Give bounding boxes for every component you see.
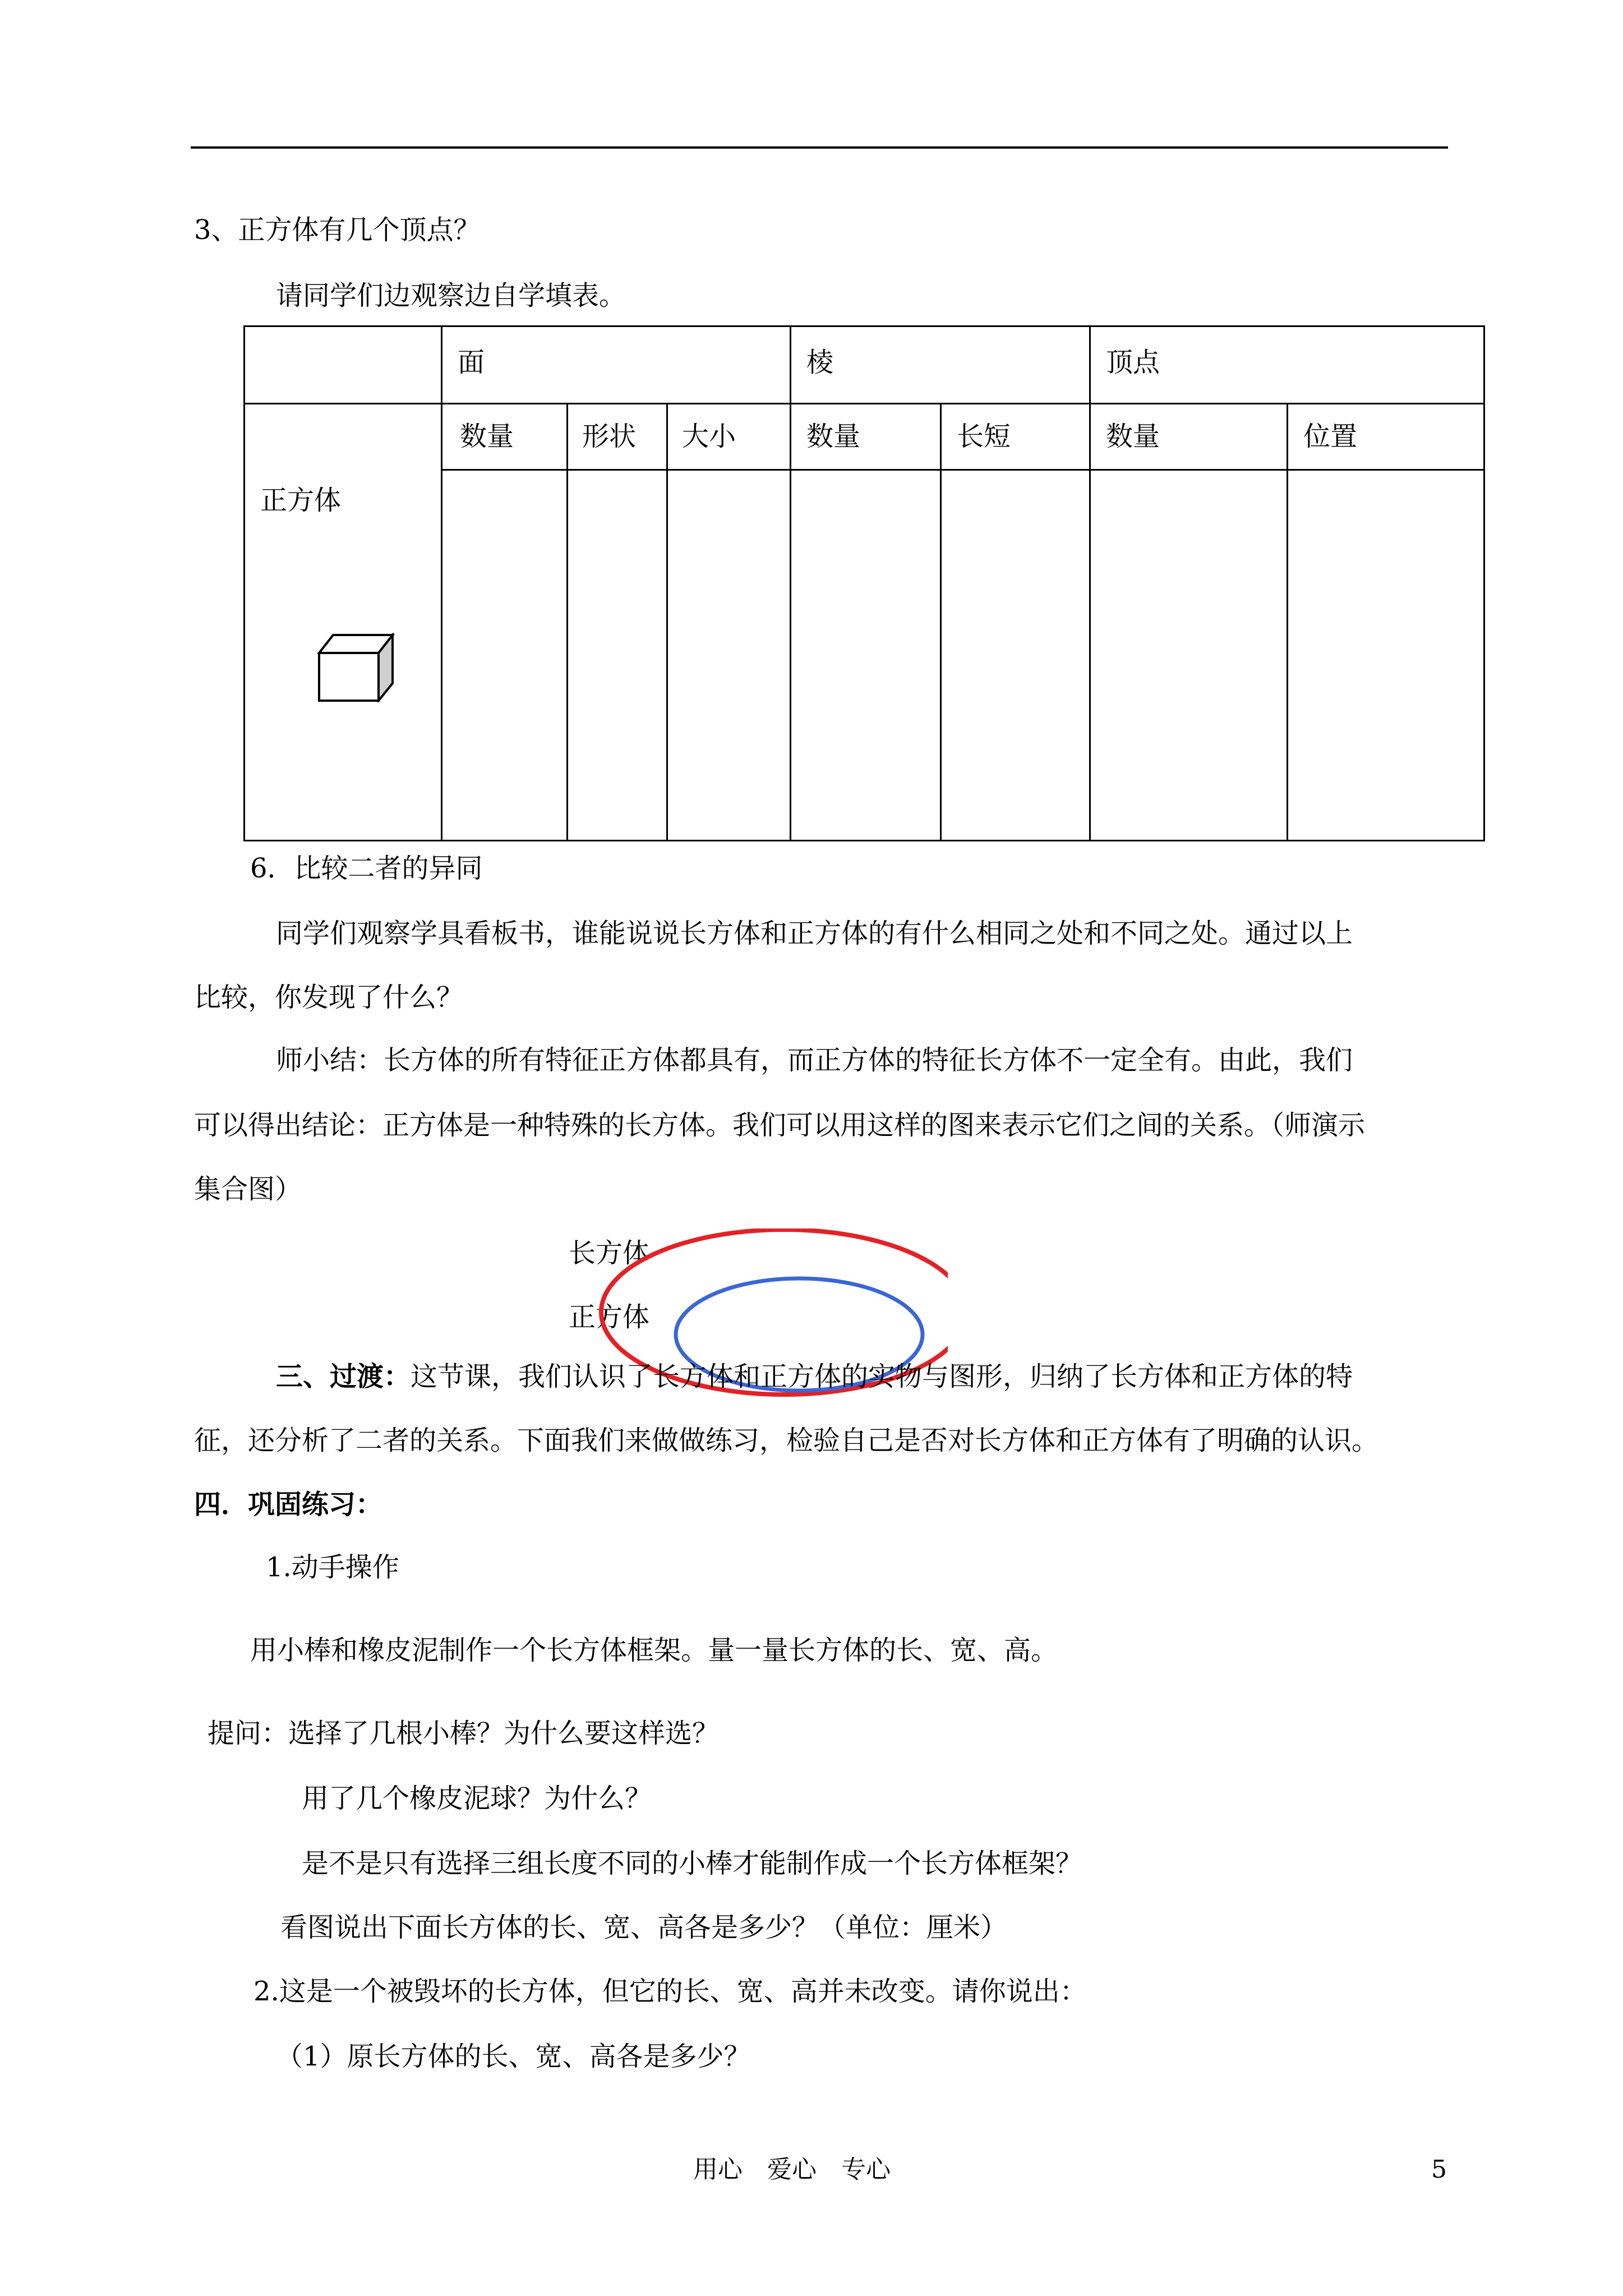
subheader-edge-length: 长短 (957, 421, 1011, 452)
exercise-2-question-1: （1）原长方体的长、宽、高各是多少？ (276, 2041, 751, 2072)
subheader-face-count: 数量 (460, 421, 514, 452)
paragraph-3-line-1 (276, 1360, 1353, 1393)
subheader-face-size: 大小 (682, 421, 736, 452)
section-6-title: 6．比较二者的异同 (250, 853, 483, 884)
paragraph-3-line-2: 征，还分析了二者的关系。下面我们来做做练习，检验自己是否对长方体和正方体有了明确的认识。 (194, 1425, 1379, 1456)
question-ask-3: 是不是只有选择三组长度不同的小棒才能制作成一个长方体框架？ (302, 1848, 1083, 1879)
header-face: 面 (458, 347, 485, 378)
subheader-vertex-position: 位置 (1303, 421, 1358, 452)
venn-label-cube: 正方体 (569, 1301, 650, 1333)
row-label-cube: 正方体 (260, 485, 342, 516)
subheader-edge-count: 数量 (806, 421, 861, 452)
question-ask-4: 看图说出下面长方体的长、宽、高各是多少？（单位：厘米） (280, 1912, 1008, 1943)
cube-icon (317, 633, 396, 702)
exercise-1-text: 用小棒和橡皮泥制作一个长方体框架。量一量长方体的长、宽、高。 (250, 1635, 1058, 1666)
header-edge: 棱 (806, 347, 834, 378)
question-ask-2: 用了几个橡皮泥球？为什么？ (302, 1783, 652, 1814)
paragraph-1-line-1: 同学们观察学具看板书，谁能说说长方体和正方体的有什么相同之处和不同之处。通过以上 (276, 918, 1353, 949)
header-vertex: 顶点 (1106, 347, 1160, 378)
section-4-title: 四．巩固练习： (194, 1489, 383, 1520)
subheader-face-shape: 形状 (582, 421, 637, 452)
header-rule (191, 146, 1448, 149)
exercise-1-title: 1.动手操作 (266, 1552, 399, 1583)
subheader-vertex-count: 数量 (1106, 421, 1160, 452)
cube-table (243, 325, 1485, 841)
transition-heading: 三、过渡： (276, 1361, 411, 1392)
paragraph-1-line-2: 比较，你发现了什么？ (194, 982, 464, 1013)
paragraph-2-line-1: 师小结：长方体的所有特征正方体都具有，而正方体的特征长方体不一定全有。由此，我们 (276, 1045, 1353, 1076)
instruction: 请同学们边观察边自学填表。 (276, 280, 626, 311)
question-ask-1: 提问：选择了几根小棒？为什么要这样选？ (208, 1718, 720, 1749)
paragraph-2-line-3: 集合图） (194, 1174, 302, 1205)
transition-text: 这节课，我们认识了长方体和正方体的实物与图形，归纳了长方体和正方体的特 (411, 1361, 1353, 1392)
footer-motto: 用心 爱心 专心 (693, 2155, 891, 2184)
page-number: 5 (1431, 2155, 1447, 2184)
venn-label-cuboid: 长方体 (569, 1237, 650, 1269)
question-3: 3、正方体有几个顶点？ (194, 214, 481, 246)
exercise-2-title: 2.这是一个被毁坏的长方体，但它的长、宽、高并未改变。请你说出： (253, 1976, 1087, 2007)
paragraph-2-line-2: 可以得出结论：正方体是一种特殊的长方体。我们可以用这样的图来表示它们之间的关系。（师演示 (194, 1110, 1366, 1141)
